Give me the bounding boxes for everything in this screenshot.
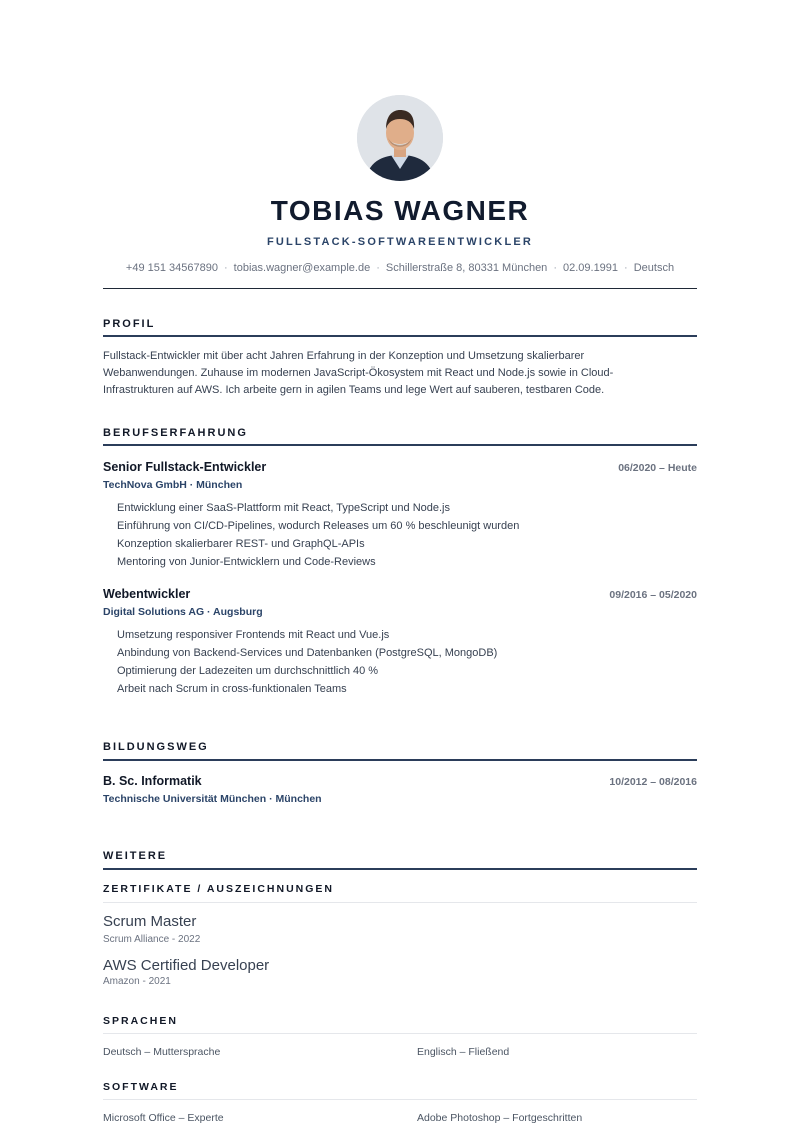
language-item: Deutsch – Muttersprache — [103, 1046, 221, 1058]
software-item: Microsoft Office – Experte — [103, 1112, 224, 1124]
job-company: TechNova GmbH · München — [103, 479, 243, 491]
contact-email: tobias.wagner@example.de — [233, 262, 371, 274]
degree-institution: Technische Universität München · München — [103, 793, 322, 805]
separator: · — [553, 262, 557, 274]
section-divider — [103, 335, 697, 337]
subsection-title-languages: SPRACHEN — [103, 1015, 178, 1027]
list-item: Anbindung von Backend-Services und Datenbanken (PostgreSQL, MongoDB) — [117, 647, 498, 659]
contact-nationality: Deutsch — [633, 262, 675, 274]
contact-birthdate: 02.09.1991 — [562, 262, 619, 274]
section-divider — [103, 759, 697, 761]
contact-address: Schillerstraße 8, 80331 München — [385, 262, 548, 274]
list-item: Umsetzung responsiver Frontends mit React und Vue.js — [117, 629, 390, 641]
job-bullets — [117, 626, 677, 698]
list-item: Mentoring von Junior-Entwicklern und Code-Reviews — [117, 556, 376, 568]
section-divider — [103, 444, 697, 446]
list-item: Optimierung der Ladezeiten um durchschnittlich 40 % — [117, 665, 379, 677]
separator: · — [624, 262, 628, 274]
subsection-divider — [103, 902, 697, 903]
section-title-experience: BERUFSERFAHRUNG — [103, 427, 248, 439]
job-company: Digital Solutions AG · Augsburg — [103, 606, 263, 618]
certificate-title: Scrum Master — [103, 913, 197, 930]
section-title-profile: PROFIL — [103, 318, 156, 330]
job-headline: FULLSTACK-SOFTWAREENTWICKLER — [266, 236, 534, 248]
list-item: Entwicklung einer SaaS-Plattform mit React, TypeScript und Node.js — [117, 502, 451, 514]
portrait-photo — [357, 95, 443, 181]
list-item: Einführung von CI/CD-Pipelines, wodurch Releases um 60 % beschleunigt wurden — [117, 520, 520, 532]
subsection-divider — [103, 1099, 697, 1100]
separator: · — [376, 262, 380, 274]
separator: · — [224, 262, 228, 274]
subsection-title-certificates: ZERTIFIKATE / AUSZEICHNUNGEN — [103, 883, 334, 895]
certificate-issuer: Amazon - 2021 — [103, 976, 171, 987]
avatar — [357, 95, 443, 181]
profile-text: Fullstack-Entwickler mit über acht Jahren Erfahrung in der Konzeption und Umsetzung skalierbarer Webanwendungen. Zuhause im modernen JavaScript-Ökosystem mit React und Node.js sowie in Cloud-Infrastrukturen auf AWS. Ich arbeite gern in agilen Teams und lege Wert auf sauberen, testbaren Code. — [103, 350, 614, 396]
contact-phone: +49 151 34567890 — [125, 262, 218, 274]
job-date: 09/2016 – 05/2020 — [609, 589, 697, 601]
section-title-further: WEITERE — [103, 850, 168, 862]
list-item: Konzeption skalierbarer REST- und GraphQL-APIs — [117, 538, 365, 550]
job-date: 06/2020 – Heute — [618, 462, 697, 474]
software-item: Adobe Photoshop – Fortgeschritten — [417, 1112, 583, 1124]
list-item: Arbeit nach Scrum in cross-funktionalen Teams — [117, 683, 347, 695]
degree-title: B. Sc. Informatik — [103, 774, 202, 788]
certificate-title: AWS Certified Developer — [103, 957, 270, 974]
job-bullets — [117, 499, 677, 571]
section-title-education: BILDUNGSWEG — [103, 741, 209, 753]
header-divider — [103, 288, 697, 289]
subsection-title-software: SOFTWARE — [103, 1081, 179, 1093]
job-title: Senior Fullstack-Entwickler — [103, 460, 267, 474]
candidate-name: TOBIAS WAGNER — [270, 195, 530, 226]
section-divider — [103, 868, 697, 870]
subsection-divider — [103, 1033, 697, 1034]
job-title: Webentwickler — [103, 587, 191, 601]
certificate-issuer: Scrum Alliance - 2022 — [103, 934, 201, 945]
contact-line — [103, 261, 697, 275]
degree-date: 10/2012 – 08/2016 — [609, 776, 697, 788]
language-item: Englisch – Fließend — [417, 1046, 510, 1058]
resume-header — [103, 95, 697, 275]
